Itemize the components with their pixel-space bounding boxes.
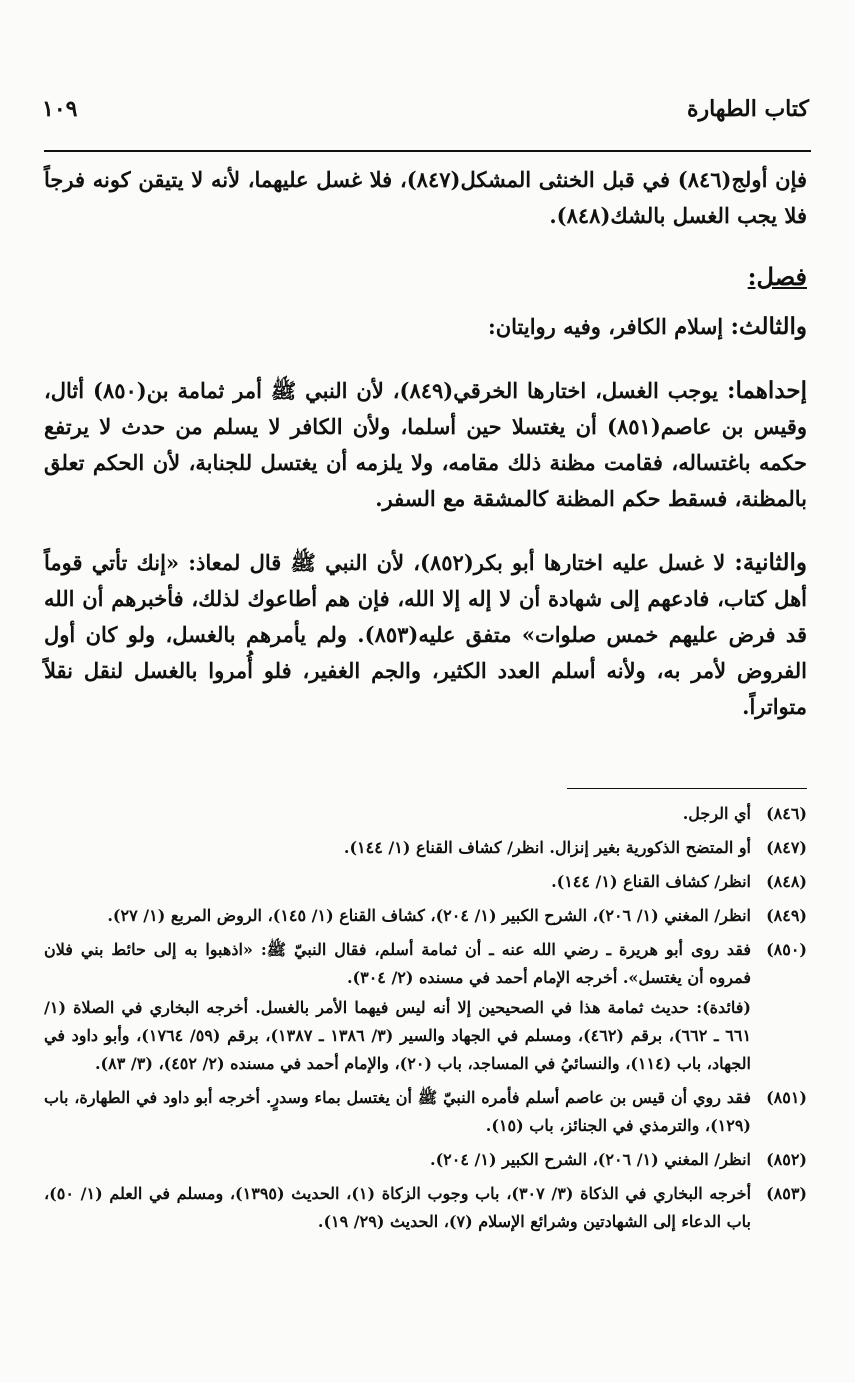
footnote-main-text: فقد روى أبو هريرة ـ رضي الله عنه ـ أن ثمامة أسلم، فقال النبيّ ﷺ: «اذهبوا به إلى حائط بني فلان فمروه أن يغتسل». أخرجه الإمام أحمد في مسنده (٢/ ٣٠٤). — [44, 940, 751, 987]
footnote — [44, 868, 807, 896]
footnote-benefit-note: (فائدة): حديث ثمامة هذا في الصحيحين إلا أنه ليس فيهما الأمر بالغسل. أخرجه البخاري في الصلاة (١/ ٦٦١ ـ ٦٦٢)، برقم (٤٦٢)، ومسلم في الجهاد والسير (٣/ ١٣٨٦ ـ ١٣٨٧)، برقم (٥٩/ ١٧٦٤)، وأبو داود في الجهاد، باب (١١٤)، والنسائيُ في المساجد، باب (٢٠)، والإمام أحمد في مسنده (٢/ ٤٥٢)، (٣/ ٨٣). — [44, 998, 752, 1073]
footnote-number: (٨٤٧) — [766, 838, 807, 857]
page-header — [40, 96, 811, 136]
footnote-number: (٨٥٢) — [766, 1150, 807, 1169]
paragraph-3-text: يوجب الغسل، اختارها الخرقي(٨٤٩)، لأن النبي ﷺ أمر ثمامة بن(٨٥٠) أثال، وقيس بن عاصم(٨٥١) أن يغتسلا حين أسلما، ولأن الكافر لا يسلم من حدث لا يرتفع حكمه باغتساله، فقامت مظنة ذلك مقامه، ولا يلزمه أن يغتسل للجنابة، لأن الحكم تعلق بالمظنة، فسقط حكم المظنة كالمشقة مع السفر. — [44, 378, 807, 511]
page-number: ١٠٩ — [42, 96, 78, 122]
paragraph-2-text: إسلام الكافر، وفيه روايتان: — [487, 314, 724, 339]
footnote-rule — [567, 788, 807, 789]
paragraph-4 — [44, 545, 807, 725]
footnote-number: (٨٥٠) — [766, 940, 807, 959]
footnote-text: أي الرجل. — [682, 804, 751, 823]
paragraph-1: فإن أولج(٨٤٦) في قبل الخنثى المشكل(٨٤٧)، فلا غسل عليهما، لأنه لا يتيقن كونه فرجاً فلا يجب الغسل بالشك(٨٤٨). — [44, 167, 807, 228]
footnote-number: (٨٥٣) — [766, 1184, 807, 1203]
footnote — [44, 1084, 807, 1140]
footnote-text — [44, 936, 751, 1078]
paragraph-4-text: لا غسل عليه اختارها أبو بكر(٨٥٢)، لأن النبي ﷺ قال لمعاذ: «إنك تأتي قوماً أهل كتاب، فادعهم إلى شهادة أن لا إله إلا الله، فإن هم أطاعوك لذلك، فأخبرهم أن الله قد فرض عليهم خمس صلوات» متفق عليه(٨٥٣). ولم يأمرهم بالغسل، ولو كان أول الفروض لأمر به، ولأنه أسلم العدد الكثير، والجم الغفير، فلو أُمروا بالغسل لنقل نقلاً متواتراً. — [44, 550, 807, 719]
footnote-number: (٨٤٨) — [766, 872, 807, 891]
footnote-number: (٨٤٩) — [766, 906, 807, 925]
footnote — [44, 902, 807, 930]
footnote-text: انظر/ كشاف القناع (١/ ١٤٤). — [551, 872, 751, 891]
footnote — [44, 1146, 807, 1174]
footnote — [44, 936, 807, 1078]
footnote-number: (٨٤٦) — [766, 804, 807, 823]
footnote — [44, 834, 807, 862]
paragraph-3-lead: إحداهما: — [727, 377, 807, 404]
paragraph-2 — [44, 309, 807, 345]
footnote-text: أو المتضح الذكورية بغير إنزال. انظر/ كشاف القناع (١/ ١٤٤). — [343, 838, 751, 857]
paragraph-2-lead: والثالث: — [730, 313, 807, 340]
paragraph-4-lead: والثانية: — [734, 549, 808, 576]
running-head: كتاب الطهارة — [686, 96, 809, 122]
footnote-text: أخرجه البخاري في الذكاة (٣/ ٣٠٧)، باب وجوب الزكاة (١)، الحديث (١٣٩٥)، ومسلم في العلم (١/ ٥٠)، باب الدعاء إلى الشهادتين وشرائع الإسلام (٧)، الحديث (٢٩/ ١٩). — [44, 1184, 752, 1231]
footnote — [44, 800, 807, 828]
footnote-text: فقد روي أن قيس بن عاصم أسلم فأمره النبيّ ﷺ أن يغتسل بماء وسدرٍ. أخرجه أبو داود في الطهارة، باب (١٢٩)، والترمذي في الجنائز، باب (١٥). — [44, 1088, 751, 1135]
footnote-number: (٨٥١) — [766, 1088, 807, 1107]
section-title: فصل: — [747, 262, 807, 291]
header-rule — [44, 150, 811, 152]
footnote-text: انظر/ المغني (١/ ٢٠٦)، الشرح الكبير (١/ ٢٠٤)، كشاف القناع (١/ ١٤٥)، الروض المربع (١/ ٢٧). — [107, 906, 751, 925]
footnote-text: انظر/ المغني (١/ ٢٠٦)، الشرح الكبير (١/ ٢٠٤). — [430, 1150, 751, 1169]
footnote — [44, 1180, 807, 1236]
main-text — [44, 162, 807, 753]
paragraph-3 — [44, 373, 807, 517]
footnotes — [44, 800, 807, 1242]
